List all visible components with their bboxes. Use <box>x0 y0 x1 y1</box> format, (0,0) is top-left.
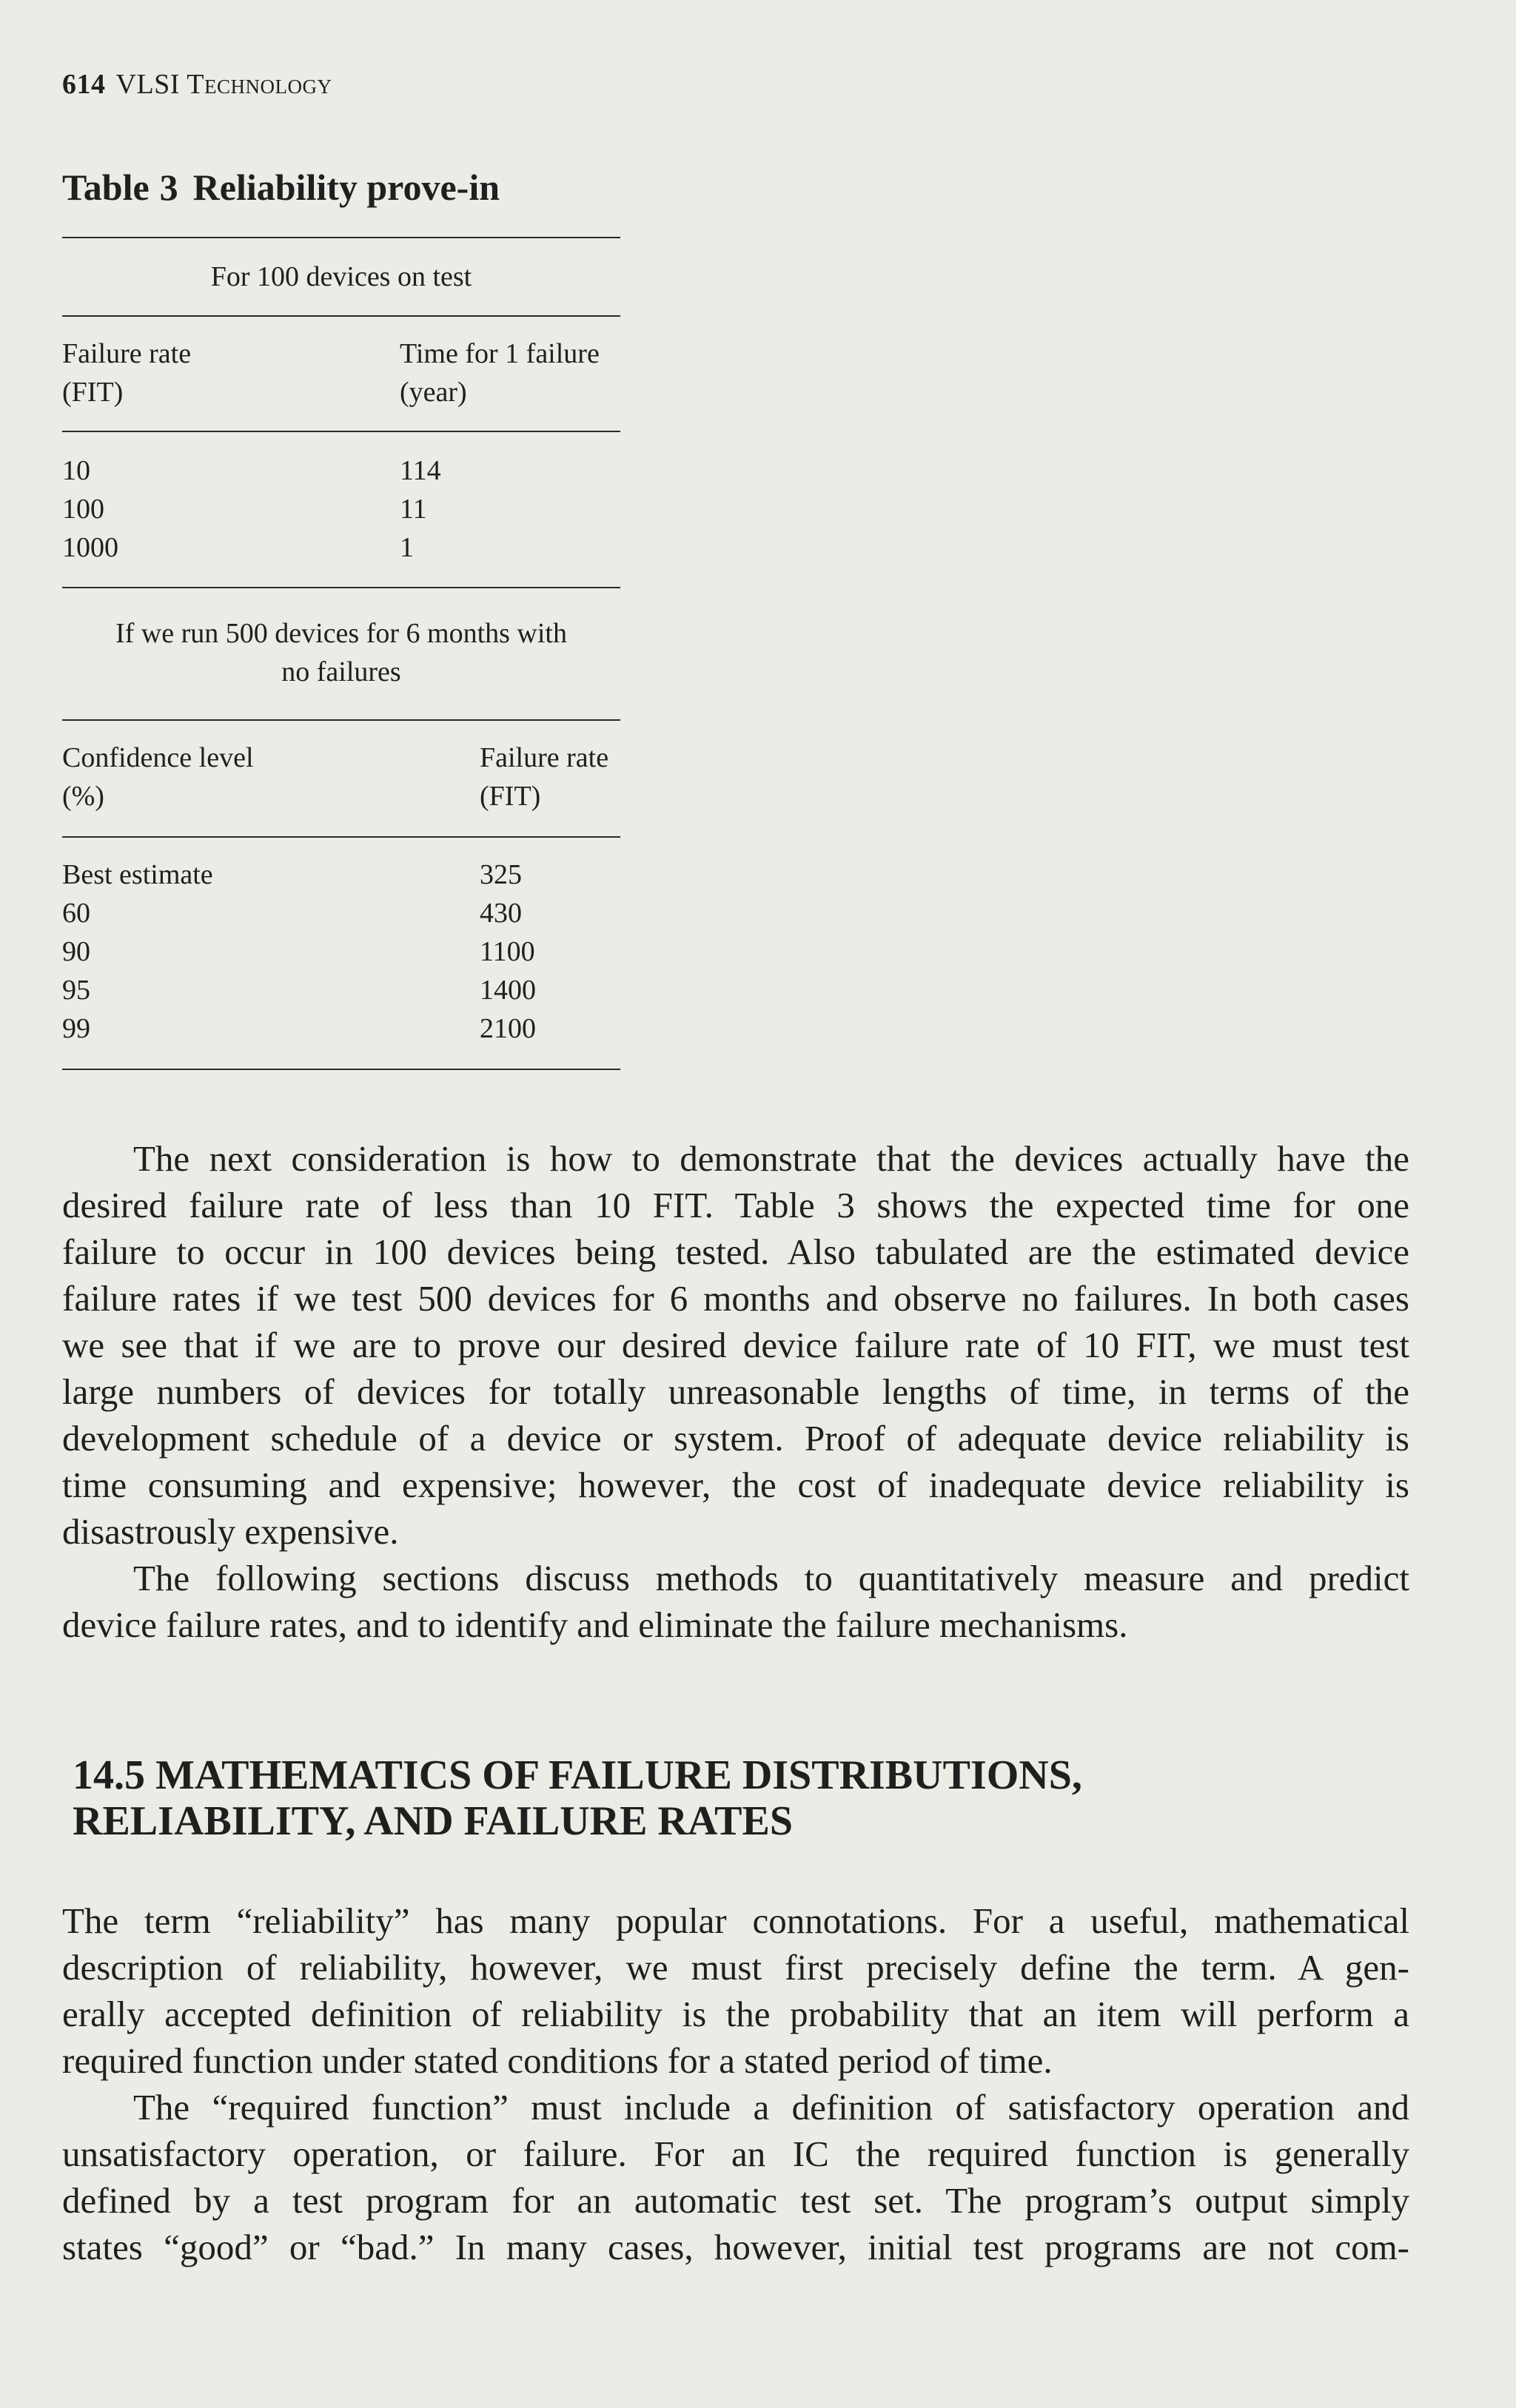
table-cell: 90 <box>62 936 90 967</box>
section-heading-line: 14.5 MATHEMATICS OF FAILURE DISTRIBUTIONS, <box>73 1752 1082 1798</box>
table-caption: For 100 devices on test <box>210 261 472 292</box>
book-title: VLSI Technology <box>115 69 332 100</box>
text-line: time consuming and expensive; however, the cost of inadequate device reliability is <box>62 1464 1409 1505</box>
table-cell: 430 <box>480 898 522 929</box>
text-line: The “required function” must include a definition of satisfactory operation and <box>133 2087 1409 2128</box>
text-line: The term “reliability” has many popular connotations. For a useful, mathematical <box>62 1900 1409 1941</box>
text-line: The following sections discuss methods to quantitatively measure and predict <box>133 1558 1409 1598</box>
table-header: Confidence level <box>62 742 254 773</box>
text-line: erally accepted definition of reliability is the probability that an item will perform a <box>62 1994 1409 2034</box>
table-cell: 99 <box>62 1013 90 1044</box>
table-header: Time for 1 failure <box>400 338 600 369</box>
text-line: unsatisfactory operation, or failure. For an IC the required function is generally <box>62 2133 1409 2174</box>
table-label: Table <box>62 167 150 208</box>
table-cell: 95 <box>62 975 90 1006</box>
table-rule <box>62 836 620 838</box>
table-cell: 60 <box>62 898 90 929</box>
table-cell: Best estimate <box>62 859 213 890</box>
table-cell: 11 <box>400 494 427 525</box>
text-line: large numbers of devices for totally unreasonable lengths of time, in terms of the <box>62 1371 1409 1412</box>
table-rule-top <box>62 237 620 238</box>
table-rule <box>62 719 620 721</box>
table-caption: If we run 500 devices for 6 months with <box>115 618 567 649</box>
text-line: development schedule of a device or system. Proof of adequate device reliability is <box>62 1418 1409 1459</box>
table-header: (FIT) <box>480 781 541 812</box>
section-heading-line: RELIABILITY, AND FAILURE RATES <box>73 1798 793 1844</box>
table-title <box>62 166 500 209</box>
text-line: failure to occur in 100 devices being tested. Also tabulated are the estimated device <box>62 1231 1409 1272</box>
table-rule <box>62 587 620 588</box>
table-cell: 1000 <box>62 532 118 563</box>
table-cell: 10 <box>62 455 90 486</box>
table-header: Failure rate <box>480 742 609 773</box>
table-rule-bottom <box>62 1069 620 1070</box>
text-line: states “good” or “bad.” In many cases, however, initial test programs are not com- <box>62 2227 1409 2267</box>
table-rule <box>62 315 620 317</box>
table-header: (FIT) <box>62 377 124 408</box>
table-cell: 1100 <box>480 936 535 967</box>
table-title-text: Reliability prove-in <box>192 167 500 208</box>
text-line: failure rates if we test 500 devices for 6 months and observe no failures. In both cases <box>62 1278 1409 1319</box>
section-heading <box>73 1752 1082 1844</box>
body-paragraph <box>62 1555 1409 1648</box>
table-number: 3 <box>159 167 178 208</box>
running-head <box>62 68 332 101</box>
table-header: (%) <box>62 781 104 812</box>
table-cell: 1400 <box>480 975 536 1006</box>
page-number: 614 <box>62 69 106 100</box>
text-line: defined by a test program for an automatic test set. The program’s output simply <box>62 2180 1409 2221</box>
table-cell: 2100 <box>480 1013 536 1044</box>
body-paragraph <box>62 1897 1409 2084</box>
table-cell: 114 <box>400 455 441 486</box>
text-line: description of reliability, however, we must first precisely define the term. A gen- <box>62 1947 1409 1988</box>
table-header: (year) <box>400 377 467 408</box>
table-cell: 100 <box>62 494 104 525</box>
table-rule <box>62 431 620 432</box>
body-paragraph <box>62 2084 1409 2270</box>
body-paragraph <box>62 1135 1409 1555</box>
table-cell: 325 <box>480 859 522 890</box>
text-line: The next consideration is how to demonstrate that the devices actually have the <box>133 1138 1409 1179</box>
text-line: required function under stated conditions for a stated period of time. <box>62 2040 1053 2081</box>
text-line: disastrously expensive. <box>62 1511 399 1552</box>
table-header: Failure rate <box>62 338 192 369</box>
text-line: desired failure rate of less than 10 FIT. Table 3 shows the expected time for one <box>62 1185 1409 1225</box>
text-line: we see that if we are to prove our desired device failure rate of 10 FIT, we must test <box>62 1325 1409 1365</box>
table-caption: no failures <box>281 656 401 687</box>
table-cell: 1 <box>400 532 414 563</box>
text-line: device failure rates, and to identify and eliminate the failure mechanisms. <box>62 1604 1128 1645</box>
